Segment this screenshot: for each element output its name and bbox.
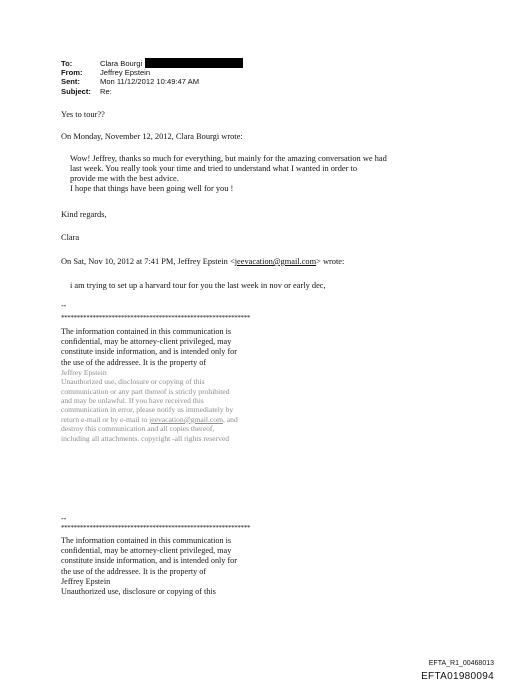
quote-intro: On Monday, November 12, 2012, Clara Bourgi wrote: xyxy=(61,132,243,141)
disclaimer-1-grey-line: Jeffrey Epstein xyxy=(61,367,107,377)
disclaimer-1-grey-line: Unauthorized use, disclosure or copying of this xyxy=(61,377,205,387)
separator-dash-1: -- xyxy=(61,301,67,310)
nested-email-link[interactable]: jeevacation@gmail.com xyxy=(234,257,317,266)
bates-number-1: EFTA_R1_00468013 xyxy=(428,660,494,667)
disclaimer-2-line: the use of the addressee. It is the property of xyxy=(61,566,207,576)
disclaimer-2-line: confidential, may be attorney-client privileged, may xyxy=(61,546,232,556)
separator-stars-2: ************************************************************ xyxy=(61,524,251,532)
reply-text: Yes to tour?? xyxy=(61,110,105,119)
disclaimer-2-line: Jeffrey Epstein xyxy=(61,576,111,586)
from-value: Jeffrey Epstein xyxy=(100,68,151,78)
disclaimer-1-line: confidential, may be attorney-client privileged, may xyxy=(61,337,232,347)
disclaimer-email-link[interactable]: jeevacation@gmail.com xyxy=(149,414,223,424)
disclaimer-1 xyxy=(61,327,238,443)
quote-line-1: Wow! Jeffrey, thanks so much for everything, but mainly for the amazing conversation we had xyxy=(70,154,387,163)
subject-row xyxy=(61,87,199,96)
to-label: To: xyxy=(61,59,73,68)
sent-row xyxy=(61,77,199,86)
to-value: Clara Bourgi xyxy=(100,59,143,68)
disclaimer-1-grey-line: communication in error, please notify us immediately by xyxy=(61,405,234,415)
disclaimer-2-line: Unauthorized use, disclosure or copying of this xyxy=(61,587,216,597)
separator-stars-1: ************************************************************ xyxy=(61,314,251,322)
nested-intro-suffix: > wrote: xyxy=(316,257,345,266)
from-row xyxy=(61,68,199,77)
sent-value: Mon 11/12/2012 10:49:47 AM xyxy=(100,77,200,87)
disclaimer-1-grey-line: and may be unlawful. If you have received this xyxy=(61,396,204,406)
disclaimer-2-line: The information contained in this communication is xyxy=(61,536,232,545)
disclaimer-1-grey-line: destroy this communication and all copies thereof, xyxy=(61,424,215,434)
quote-line-3: provide me with the best advice. xyxy=(70,174,179,183)
link-line-prefix: return e-mail or by e-mail to xyxy=(61,414,150,424)
disclaimer-1-line: the use of the addressee. It is the property of xyxy=(61,357,207,367)
redaction-bar xyxy=(145,58,243,68)
from-label: From: xyxy=(61,68,83,78)
link-line-suffix: , and xyxy=(222,414,238,424)
disclaimer-2 xyxy=(61,536,237,597)
disclaimer-1-line: The information contained in this communication is xyxy=(61,327,232,336)
nested-text: i am trying to set up a harvard tour for you the last week in nov or early dec, xyxy=(70,281,326,290)
sent-label: Sent: xyxy=(61,77,80,87)
subject-value: Re: xyxy=(100,86,112,96)
nested-intro xyxy=(61,257,344,267)
disclaimer-1-grey-line: communication or any part thereof is strictly prohibited xyxy=(61,386,230,396)
quote-line-2: last week. You really took your time and tried to understand what I wanted in order to xyxy=(70,164,358,173)
disclaimer-2-line: constitute inside information, and is intended only for xyxy=(61,556,237,566)
quote-line-4: I hope that things have been going well for you ! xyxy=(70,184,234,193)
regards-text: Kind regards, xyxy=(61,210,107,219)
subject-label: Subject: xyxy=(61,86,91,96)
disclaimer-1-grey-line: including all attachments. copyright -all rights reserved xyxy=(61,433,230,443)
disclaimer-1-link-line xyxy=(61,415,238,424)
bates-number-2: EFTA01980094 xyxy=(421,671,494,682)
nested-intro-prefix: On Sat, Nov 10, 2012 at 7:41 PM, Jeffrey Epstein < xyxy=(61,257,235,266)
disclaimer-1-line: constitute inside information, and is intended only for xyxy=(61,347,237,357)
signature-text: Clara xyxy=(61,233,80,242)
separator-dash-2: -- xyxy=(61,514,67,523)
